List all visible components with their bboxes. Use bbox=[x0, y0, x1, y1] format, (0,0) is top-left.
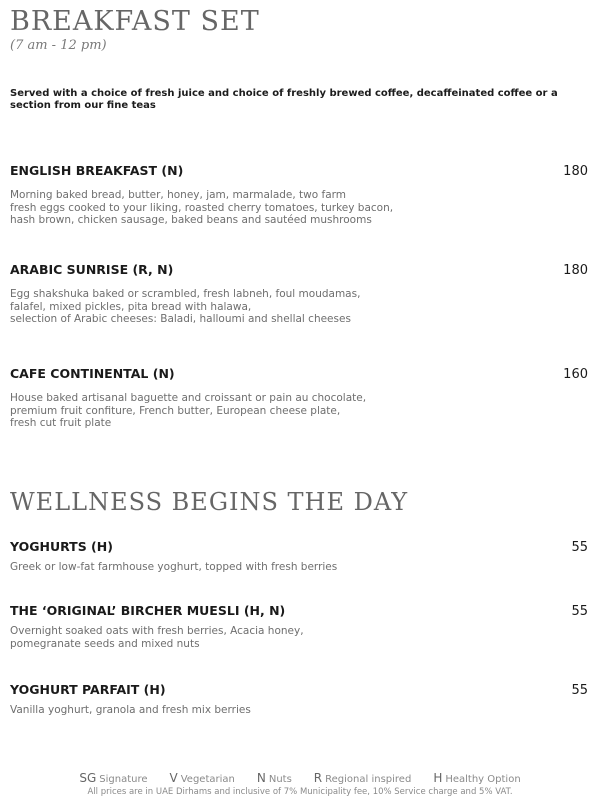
menu-item-arabic-sunrise bbox=[10, 262, 588, 326]
item-name: YOGHURT PARFAIT (H) bbox=[10, 682, 166, 697]
dietary-legend bbox=[0, 771, 600, 785]
legend-healthy bbox=[433, 771, 520, 785]
item-name: CAFE CONTINENTAL (N) bbox=[10, 366, 175, 381]
item-description: Morning baked bread, butter, honey, jam, marmalade, two farm fresh eggs cooked to your liking, roasted cherry tomatoes, turkey bacon, hash brown, chicken sausage, baked beans and sautéed mushrooms bbox=[10, 189, 394, 226]
legend-nuts bbox=[257, 771, 292, 785]
menu-item-cafe-continental bbox=[10, 366, 588, 430]
item-price: 55 bbox=[571, 683, 588, 698]
item-name: ENGLISH BREAKFAST (N) bbox=[10, 163, 184, 178]
item-name: THE ‘ORIGINAL’ BIRCHER MUESLI (H, N) bbox=[10, 603, 286, 618]
legend-signature bbox=[79, 771, 147, 785]
section-title-wellness: WELLNESS BEGINS THE DAY bbox=[10, 488, 409, 516]
menu-item-yoghurt-parfait bbox=[10, 682, 588, 717]
legend-code: SG bbox=[79, 771, 97, 785]
serving-hours: (7 am - 12 pm) bbox=[10, 38, 107, 53]
legend-code: V bbox=[169, 771, 178, 785]
legend-label: Signature bbox=[99, 774, 148, 785]
legend-vegetarian bbox=[170, 771, 235, 785]
item-description: Overnight soaked oats with fresh berries, Acacia honey, pomegranate seeds and mixed nuts bbox=[10, 625, 304, 650]
item-name: YOGHURTS (H) bbox=[10, 539, 113, 554]
item-description: House baked artisanal baguette and croissant or pain au chocolate, premium fruit confiture, French butter, European cheese plate, fresh cut fruit plate bbox=[10, 392, 367, 429]
item-description: Vanilla yoghurt, granola and fresh mix berries bbox=[10, 704, 251, 716]
menu-intro: Served with a choice of fresh juice and choice of freshly brewed coffee, decaffeinated coffee or a section from our fine teas bbox=[10, 88, 558, 111]
item-price: 180 bbox=[563, 164, 588, 179]
item-price: 55 bbox=[571, 540, 588, 555]
item-price: 55 bbox=[571, 604, 588, 619]
legend-code: H bbox=[433, 771, 443, 785]
legend-code: R bbox=[313, 771, 323, 785]
legend-label: Nuts bbox=[268, 774, 292, 785]
legend-label: Vegetarian bbox=[180, 774, 235, 785]
pricing-note: All prices are in UAE Dirhams and inclusive of 7% Municipality fee, 10% Service charge and 5% VAT. bbox=[87, 787, 513, 797]
menu-item-english-breakfast bbox=[10, 163, 588, 227]
item-description: Greek or low-fat farmhouse yoghurt, topped with fresh berries bbox=[10, 561, 338, 573]
item-name: ARABIC SUNRISE (R, N) bbox=[10, 262, 174, 277]
legend-label: Healthy Option bbox=[445, 774, 521, 785]
item-price: 160 bbox=[563, 367, 588, 382]
menu-title: BREAKFAST SET bbox=[10, 6, 260, 37]
menu-item-yoghurts bbox=[10, 539, 588, 574]
legend-regional bbox=[314, 771, 412, 785]
item-description: Egg shakshuka baked or scrambled, fresh labneh, foul moudamas, falafel, mixed pickles, pita bread with halawa, selection of Arabic cheeses: Baladi, halloumi and shellal cheeses bbox=[10, 288, 361, 325]
menu-item-bircher-muesli bbox=[10, 603, 588, 650]
legend-label: Regional inspired bbox=[325, 774, 412, 785]
legend-code: N bbox=[256, 771, 266, 785]
item-price: 180 bbox=[563, 263, 588, 278]
